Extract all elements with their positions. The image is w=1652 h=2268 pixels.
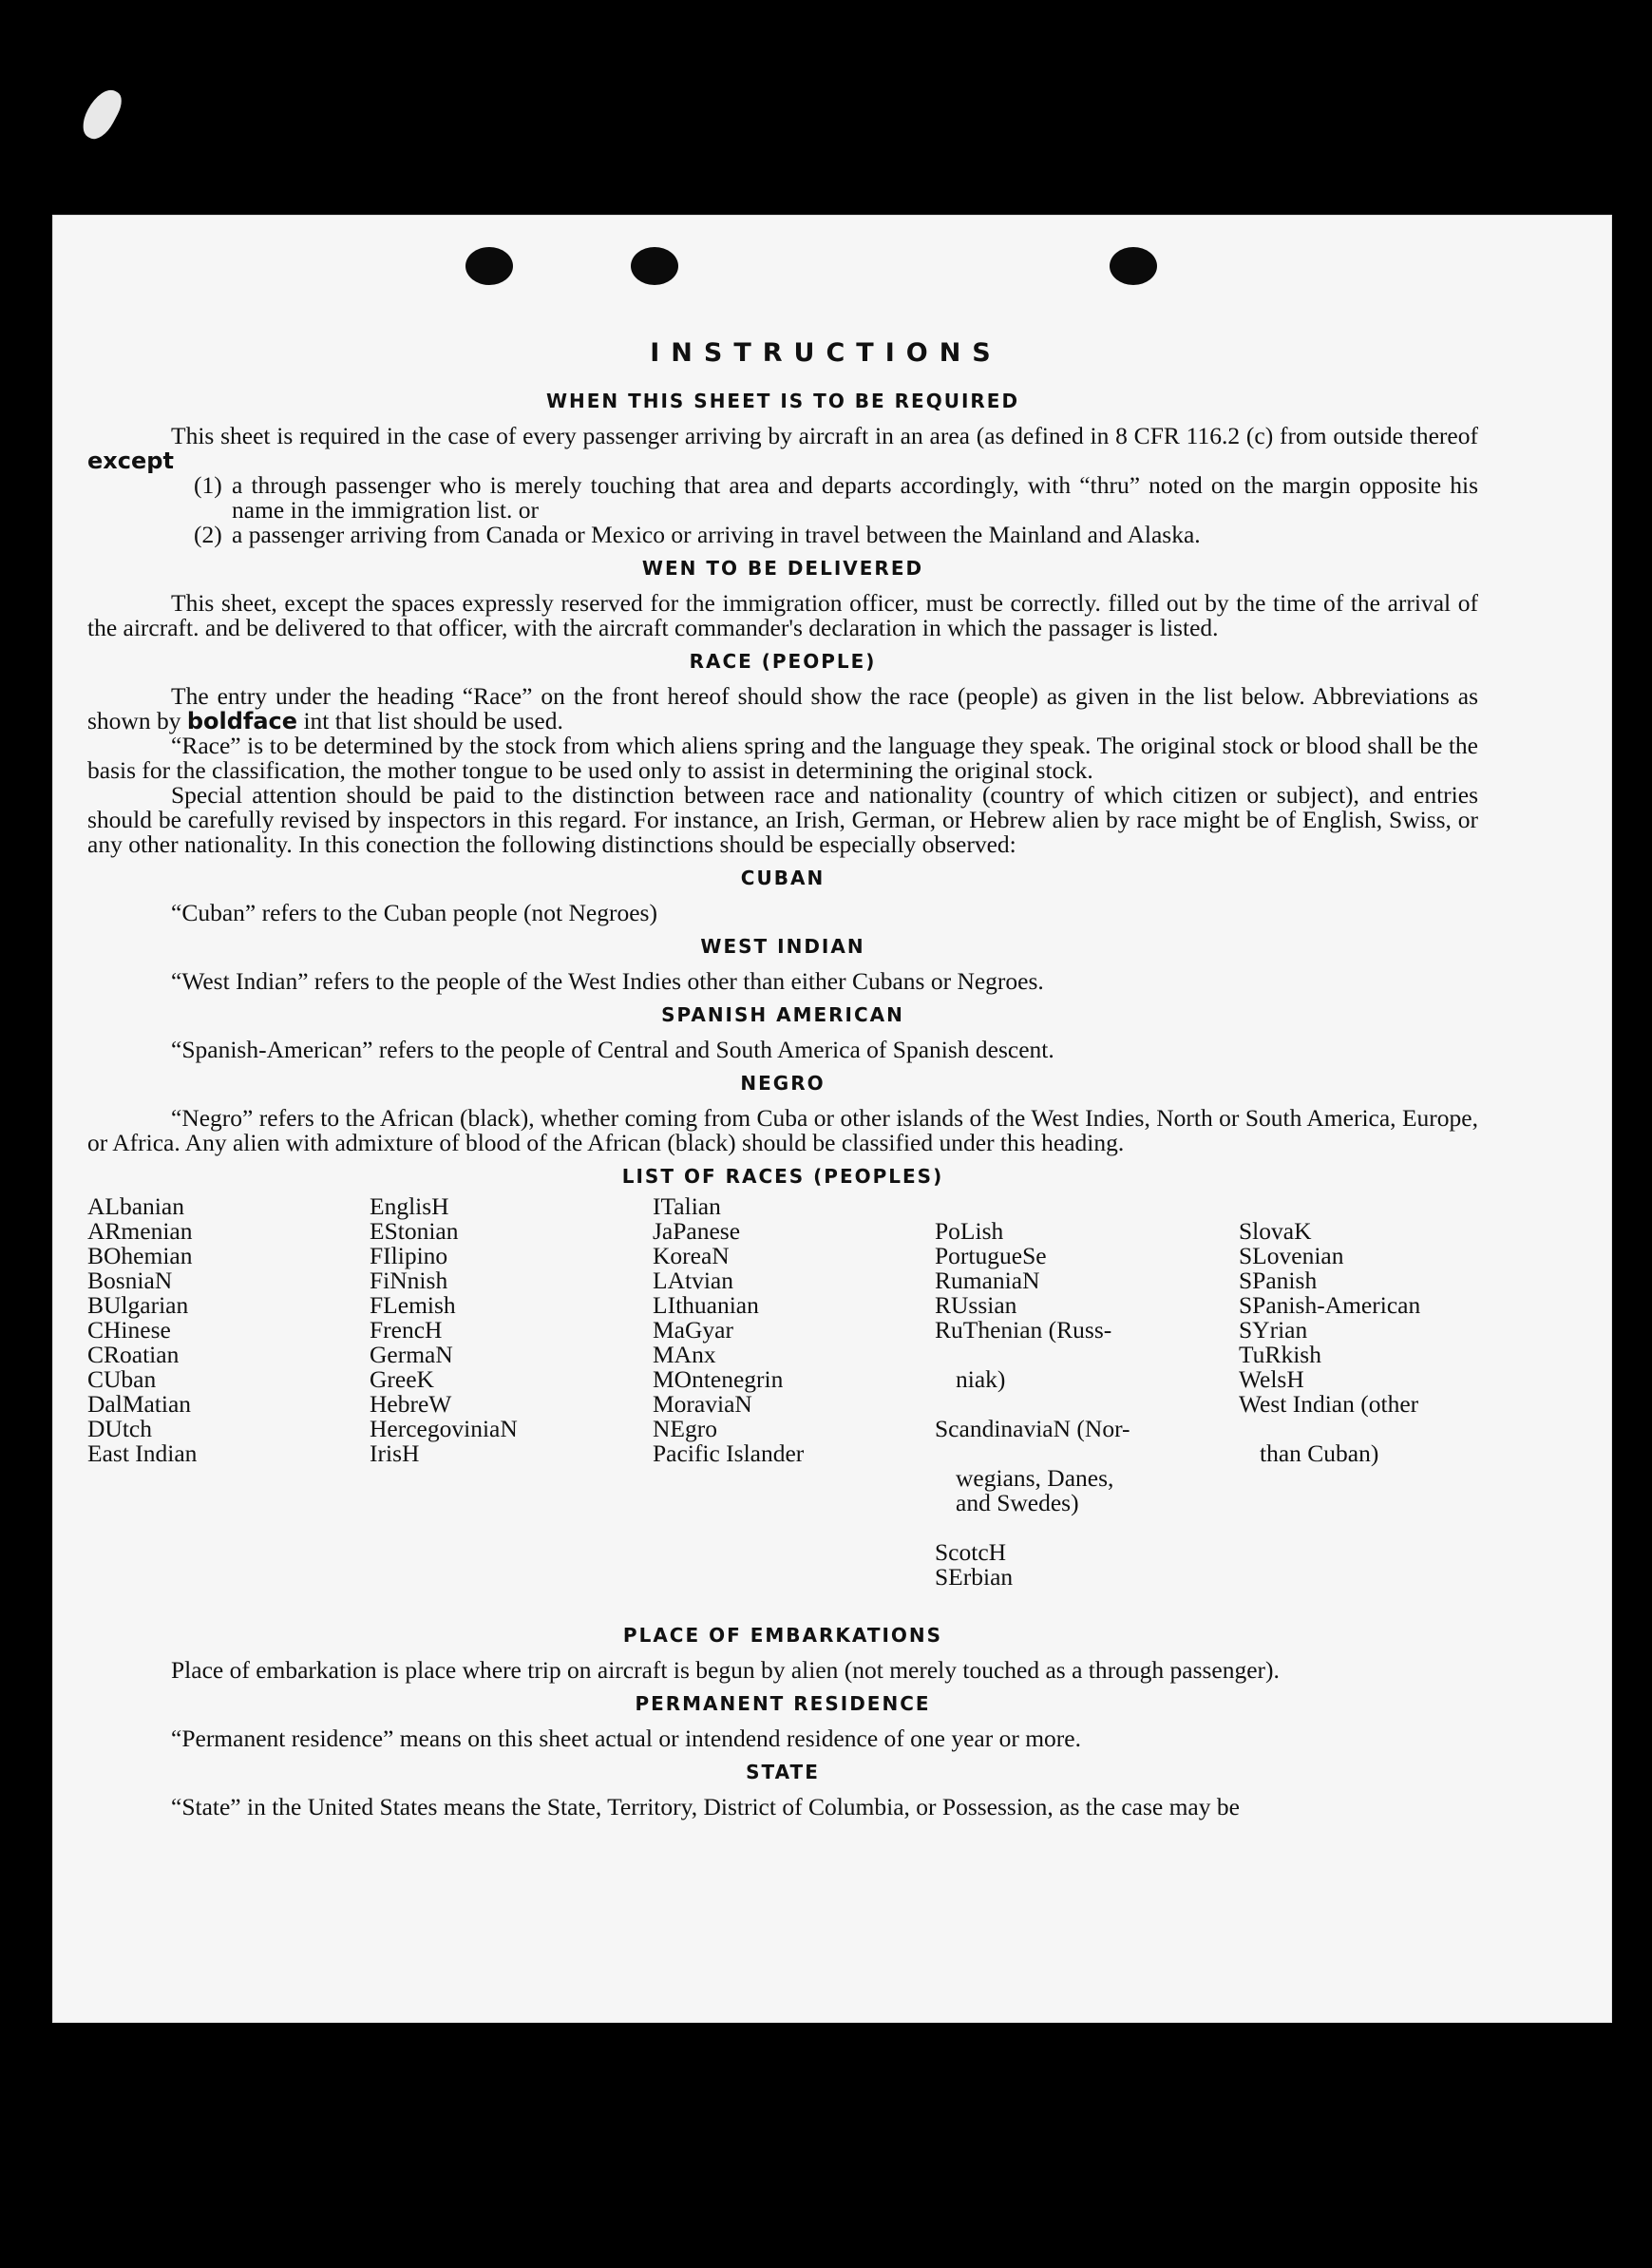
embarkation-text: Place of embarkation is place where trip on aircraft is begun by alien (not merely touched as a through passenger). (171, 1656, 1280, 1684)
race-paragraph-3: Special attention should be paid to the distinction between race and nationality (country of which citizen or subject), and entries should be carefully revised by inspectors in this regard. For instance, an Irish, German, or Hebrew alien by race might be of English, Swiss, or any other nationality. In this conection the following distinctions should be especially observed: (87, 781, 1478, 858)
race-column-3: ITalian JaPanese KoreaN LAtvian LIthuanian MaGyar MAnx MOntenegrin MoraviaN NEgro Pacific Islander (653, 1192, 805, 1467)
boldface-bold: boldface (186, 708, 298, 734)
section-heading-negro: NEGRO (740, 1072, 826, 1095)
residence-text: “Permanent residence” means on this sheet actual or intendend residence of one year or more. (171, 1725, 1081, 1752)
race-column-2: EnglisH EStonian FIlipino FiNnish FLemish FrencH GermaN GreeK HebreW HercegoviniaN IrisH (370, 1192, 518, 1467)
section-heading-delivered: WEN TO BE DELIVERED (641, 557, 924, 580)
punch-hole (631, 247, 678, 285)
exception-item-2: (2) a passenger arriving from Canada or Mexico or arriving in travel between the Mainland and Alaska. (194, 521, 1201, 548)
punch-hole (465, 247, 513, 285)
spanish-american-text: “Spanish-American” refers to the people of Central and South America of Spanish descent. (171, 1036, 1054, 1063)
section-heading-cuban: CUBAN (740, 867, 826, 889)
except-bold: except (87, 448, 174, 474)
section-heading-residence: PERMANENT RESIDENCE (635, 1692, 931, 1715)
race-column-4: PoLish PortugueSe RumaniaN RUssian RuThenian (Russ- niak) ScandinaviaN (Nor- wegians, Danes, and Swedes) ScotcH SErbian (935, 1217, 1130, 1591)
race-list (87, 1194, 1478, 1614)
race-paragraph-2: “Race” is to be determined by the stock from which aliens spring and the language they speak. The original stock or blood shall be the basis for the classification, the mother tongue to be used only to assist in determining the original stock. (87, 732, 1478, 784)
cuban-text: “Cuban” refers to the Cuban people (not Negroes) (171, 899, 657, 926)
section-heading-west-indian: WEST INDIAN (700, 935, 865, 958)
section-heading-race: RACE (PEOPLE) (689, 650, 877, 673)
instructions-body (87, 380, 1478, 1820)
west-indian-text: “West Indian” refers to the people of the West Indies other than either Cubans or Negroes. (171, 967, 1044, 995)
section-heading-state: STATE (746, 1761, 820, 1783)
negro-text: “Negro” refers to the African (black), whether coming from Cuba or other islands of the West Indies, North or South America, Europe, or Africa. Any alien with admixture of blood of the African (black) should be classified under this heading. (87, 1104, 1478, 1156)
section-heading-embarkation: PLACE OF EMBARKATIONS (622, 1624, 943, 1647)
section-heading-list: LIST OF RACES (PEOPLES) (621, 1165, 944, 1188)
exception-item-1: (1) a through passenger who is merely touching that area and departs accordingly, with “thru” noted on the margin opposite his name in the immigration list. or (194, 471, 1478, 524)
race-paragraph-1: The entry under the heading “Race” on the front hereof should show the race (people) as given in the list below. Abbreviations as shown by boldface int that list should be used. (87, 682, 1478, 734)
when-intro: This sheet is required in the case of every passenger arriving by aircraft in an area (as defined in 8 CFR 116.2 (c) from outside thereof except (87, 422, 1478, 474)
race-column-1: ALbanian ARmenian BOhemian BosniaN BUlgarian CHinese CRoatian CUban DalMatian DUtch East Indian (87, 1192, 198, 1467)
film-smudge (77, 84, 127, 144)
section-heading-when: WHEN THIS SHEET IS TO BE REQUIRED (545, 390, 1020, 412)
section-heading-spanish-american: SPANISH AMERICAN (661, 1003, 904, 1026)
state-text: “State” in the United States means the State, Territory, District of Columbia, or Possession, as the case may be (171, 1793, 1240, 1820)
delivered-text: This sheet, except the spaces expressly reserved for the immigration officer, must be correctly. filled out by the time of the arrival of the aircraft. and be delivered to that officer, with the aircraft commander's declaration in which the passager is listed. (87, 589, 1478, 641)
page-title: INSTRUCTIONS (650, 338, 1002, 368)
punch-hole (1110, 247, 1157, 285)
race-column-5: SlovaK SLovenian SPanish SPanish-American SYrian TuRkish WelsH West Indian (other than Cuban) (1239, 1217, 1421, 1467)
